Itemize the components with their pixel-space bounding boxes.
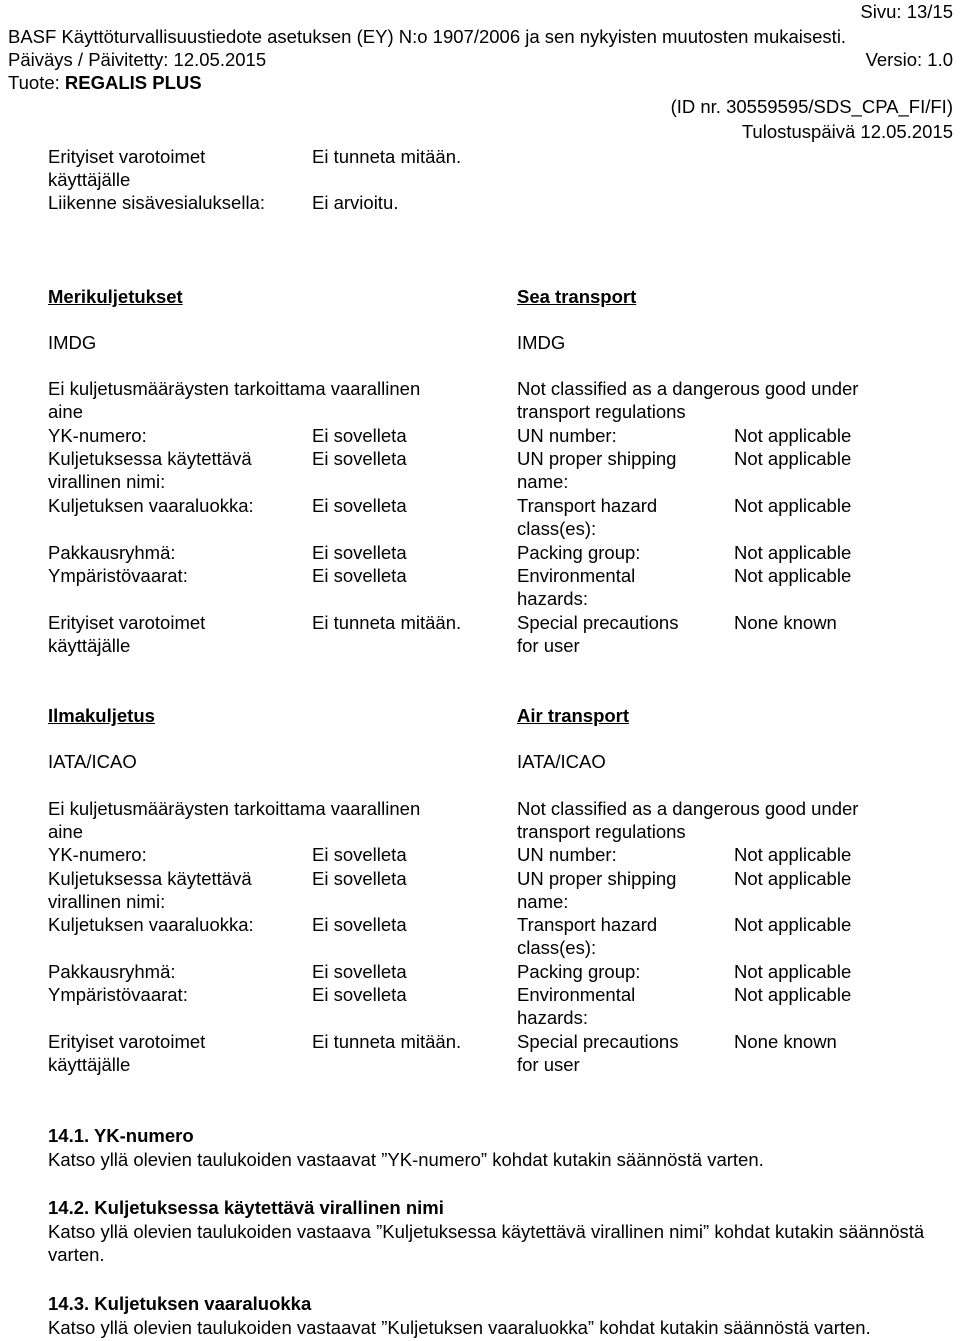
inland-waterway-value: Ei arvioitu.: [312, 192, 399, 213]
sea-sp-label-en-2: for user: [517, 635, 580, 656]
air-code-en: IATA/ICAO: [517, 751, 606, 772]
sea-env-value-en: Not applicable: [734, 565, 852, 586]
air-sp-value-en: None known: [734, 1031, 837, 1052]
air-sp-label-fi-2: käyttäjälle: [48, 1054, 131, 1075]
sea-sp-value-fi: Ei tunneta mitään.: [312, 612, 462, 633]
air-class-label-fi: Kuljetuksen vaaraluokka:: [48, 914, 254, 935]
inland-waterway-label: Liikenne sisävesialuksella:: [48, 192, 265, 213]
sea-sp-value-en: None known: [734, 612, 837, 633]
air-code-fi: IATA/ICAO: [48, 751, 137, 772]
sea-class-label-en-2: class(es):: [517, 518, 597, 539]
sea-sp-label-fi-2: käyttäjälle: [48, 635, 131, 656]
air-heading-en: Air transport: [517, 705, 630, 726]
air-un-label-en: UN number:: [517, 844, 617, 865]
sea-sp-label-en: Special precautions: [517, 612, 679, 633]
section-14-1-text: Katso yllä olevien taulukoiden vastaavat ”YK-numero” kohdat kutakin säännöstä varten.: [48, 1149, 764, 1170]
air-un-value-en: Not applicable: [734, 844, 852, 865]
revision-date: Päiväys / Päivitetty: 12.05.2015: [8, 49, 267, 70]
sea-un-value-en: Not applicable: [734, 425, 852, 446]
air-status-en: Not classified as a dangerous good under: [517, 798, 859, 819]
air-env-label-en: Environmental: [517, 984, 636, 1005]
air-sp-value-fi: Ei tunneta mitään.: [312, 1031, 462, 1052]
sea-un-value-fi: Ei sovelleta: [312, 425, 407, 446]
sea-class-value-fi: Ei sovelleta: [312, 495, 407, 516]
special-precautions-label-2: käyttäjälle: [48, 169, 131, 190]
air-env-label-en-2: hazards:: [517, 1007, 588, 1028]
air-env-value-en: Not applicable: [734, 984, 852, 1005]
air-pg-label-fi: Pakkausryhmä:: [48, 961, 176, 982]
sea-status-en: Not classified as a dangerous good under: [517, 378, 859, 399]
sea-code-en: IMDG: [517, 332, 566, 353]
sea-status-en-2: transport regulations: [517, 401, 686, 422]
sea-env-label-en-2: hazards:: [517, 588, 588, 609]
version: Versio: 1.0: [865, 49, 953, 70]
sea-pg-label-fi: Pakkausryhmä:: [48, 542, 176, 563]
air-psn-label-fi-2: virallinen nimi:: [48, 891, 166, 912]
special-precautions-value: Ei tunneta mitään.: [312, 146, 462, 167]
air-class-label-en-2: class(es):: [517, 937, 597, 958]
sea-sp-label-fi: Erityiset varotoimet: [48, 612, 206, 633]
sea-env-label-en: Environmental: [517, 565, 636, 586]
sea-un-label-en: UN number:: [517, 425, 617, 446]
air-psn-label-fi: Kuljetuksessa käytettävä: [48, 868, 252, 889]
special-precautions-label: Erityiset varotoimet: [48, 146, 206, 167]
page-number: Sivu: 13/15: [860, 1, 953, 22]
product: [8, 71, 202, 94]
air-sp-label-fi: Erityiset varotoimet: [48, 1031, 206, 1052]
air-status-fi: Ei kuljetusmääräysten tarkoittama vaarallinen: [48, 798, 421, 819]
product-label: Tuote:: [8, 72, 65, 93]
document-title: BASF Käyttöturvallisuustiedote asetuksen (EY) N:o 1907/2006 ja sen nykyisten muutosten mukaisesti.: [8, 26, 847, 47]
sea-pg-label-en: Packing group:: [517, 542, 641, 563]
section-14-2-text: Katso yllä olevien taulukoiden vastaava ”Kuljetuksessa käytettävä virallinen nimi” kohdat kutakin säännöstä varten.: [48, 1221, 925, 1265]
air-psn-label-en-2: name:: [517, 891, 569, 912]
air-sp-label-en: Special precautions: [517, 1031, 679, 1052]
section-14-3-heading: 14.3. Kuljetuksen vaaraluokka: [48, 1293, 312, 1314]
section-14-1-heading: 14.1. YK-numero: [48, 1125, 194, 1146]
air-status-fi-2: aine: [48, 821, 83, 842]
sea-heading-en: Sea transport: [517, 286, 637, 307]
air-psn-label-en: UN proper shipping: [517, 868, 677, 889]
air-sp-label-en-2: for user: [517, 1054, 580, 1075]
sea-class-value-en: Not applicable: [734, 495, 852, 516]
print-date: Tulostuspäivä 12.05.2015: [741, 121, 953, 142]
air-psn-value-en: Not applicable: [734, 868, 852, 889]
sea-code-fi: IMDG: [48, 332, 97, 353]
air-pg-value-fi: Ei sovelleta: [312, 961, 407, 982]
section-14-3-text: Katso yllä olevien taulukoiden vastaavat ”Kuljetuksen vaaraluokka” kohdat kutakin säännöstä varten.: [48, 1317, 871, 1338]
sea-psn-value-en: Not applicable: [734, 448, 852, 469]
sea-pg-value-en: Not applicable: [734, 542, 852, 563]
air-un-value-fi: Ei sovelleta: [312, 844, 407, 865]
sea-env-value-fi: Ei sovelleta: [312, 565, 407, 586]
sea-un-label-fi: YK-numero:: [48, 425, 147, 446]
sea-psn-label-fi: Kuljetuksessa käytettävä: [48, 448, 252, 469]
sea-heading-fi: Merikuljetukset: [48, 286, 183, 307]
document-id: (ID nr. 30559595/SDS_CPA_FI/FI): [670, 96, 953, 117]
air-heading-fi: Ilmakuljetus: [48, 705, 155, 726]
air-psn-value-fi: Ei sovelleta: [312, 868, 407, 889]
sea-env-label-fi: Ympäristövaarat:: [48, 565, 188, 586]
sea-class-label-en: Transport hazard: [517, 495, 658, 516]
air-un-label-fi: YK-numero:: [48, 844, 147, 865]
air-class-label-en: Transport hazard: [517, 914, 658, 935]
air-class-value-en: Not applicable: [734, 914, 852, 935]
sea-status-fi: Ei kuljetusmääräysten tarkoittama vaarallinen: [48, 378, 421, 399]
product-name: REGALIS PLUS: [64, 72, 202, 93]
air-status-en-2: transport regulations: [517, 821, 686, 842]
air-pg-value-en: Not applicable: [734, 961, 852, 982]
sea-psn-label-en-2: name:: [517, 471, 569, 492]
sea-class-label-fi: Kuljetuksen vaaraluokka:: [48, 495, 254, 516]
sea-psn-label-en: UN proper shipping: [517, 448, 677, 469]
air-pg-label-en: Packing group:: [517, 961, 641, 982]
sea-status-fi-2: aine: [48, 401, 83, 422]
section-14-2-heading: 14.2. Kuljetuksessa käytettävä virallinen nimi: [48, 1197, 444, 1218]
sea-psn-label-fi-2: virallinen nimi:: [48, 471, 166, 492]
air-env-value-fi: Ei sovelleta: [312, 984, 407, 1005]
air-env-label-fi: Ympäristövaarat:: [48, 984, 188, 1005]
air-class-value-fi: Ei sovelleta: [312, 914, 407, 935]
sea-pg-value-fi: Ei sovelleta: [312, 542, 407, 563]
sea-psn-value-fi: Ei sovelleta: [312, 448, 407, 469]
